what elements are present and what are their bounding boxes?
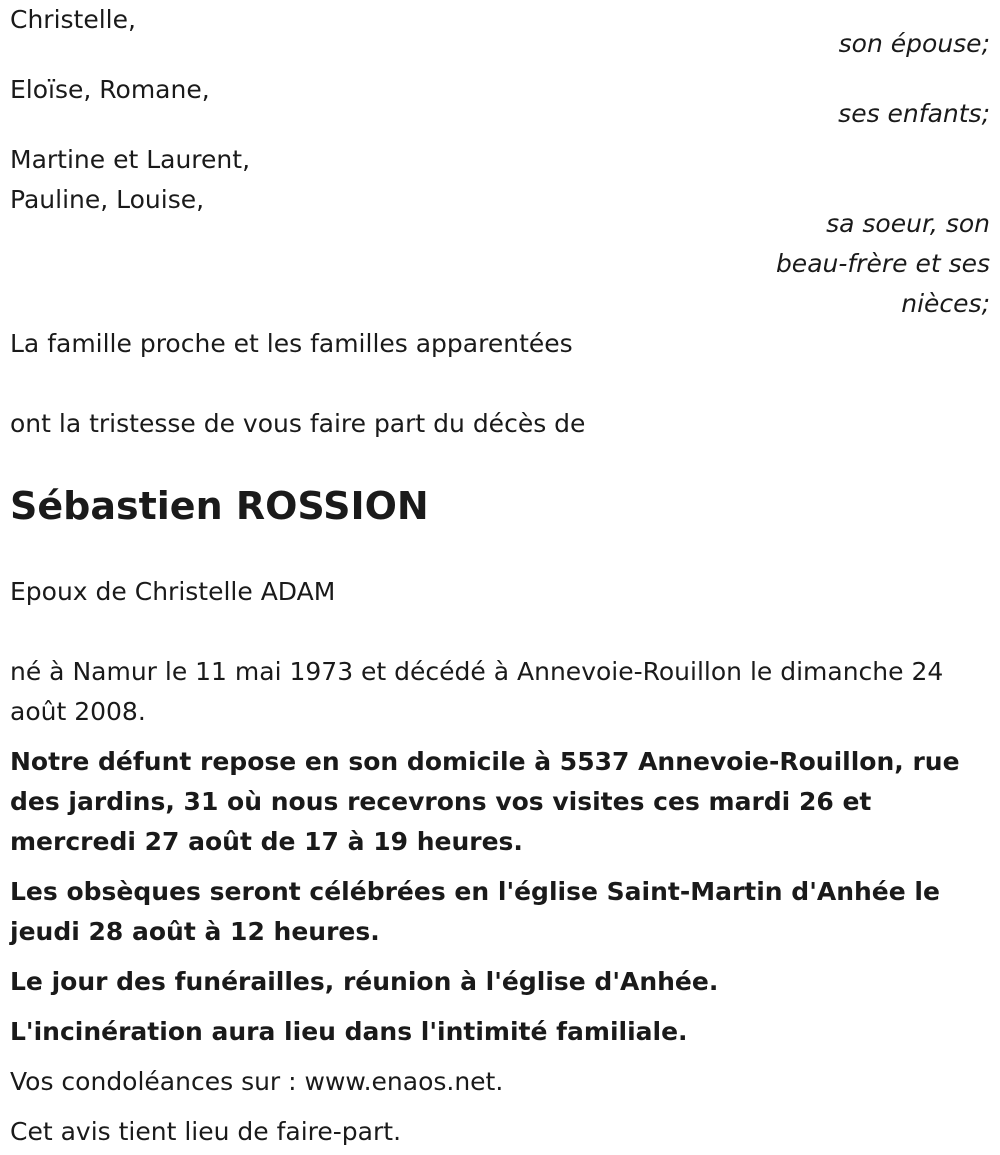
- funeral-info: Les obsèques seront célébrées en l'église Saint-Martin d'Anhée le jeudi 28 août à 12 heures.: [10, 877, 940, 946]
- notice-info: Cet avis tient lieu de faire-part.: [10, 1117, 402, 1146]
- family-relation-line: beau-frère et ses: [775, 249, 990, 278]
- spouse-line: Epoux de Christelle ADAM: [10, 577, 336, 606]
- family-names: Christelle,: [10, 5, 136, 34]
- family-relation-line: sa soeur, son: [826, 209, 990, 238]
- visit-info: Notre défunt repose en son domicile à 5537 Annevoie-Rouillon, rue des jardins, 31 où nous recevrons vos visites ces mardi 26 et mercredi 27 août de 17 à 19 heures.: [10, 747, 960, 856]
- family-relation: ses enfants;: [838, 99, 990, 128]
- family-relation-line: nièces;: [901, 289, 990, 318]
- family-line: La famille proche et les familles apparentées: [10, 329, 573, 358]
- family-relation: son épouse;: [838, 29, 990, 58]
- announcement-intro: ont la tristesse de vous faire part du décès de: [10, 409, 586, 438]
- deceased-name: Sébastien ROSSION: [10, 484, 429, 528]
- cremation-info: L'incinération aura lieu dans l'intimité familiale.: [10, 1017, 688, 1046]
- family-entry-sister: [10, 140, 990, 324]
- condolences-info: Vos condoléances sur : www.enaos.net.: [10, 1067, 504, 1096]
- family-entry-spouse: [10, 0, 990, 64]
- meeting-info: Le jour des funérailles, réunion à l'église d'Anhée.: [10, 967, 719, 996]
- family-entry-children: [10, 70, 990, 134]
- birth-death-line: né à Namur le 11 mai 1973 et décédé à Annevoie-Rouillon le dimanche 24 août 2008.: [10, 657, 944, 726]
- family-names: Martine et Laurent,: [10, 145, 251, 174]
- family-names: Eloïse, Romane,: [10, 75, 210, 104]
- family-names: Pauline, Louise,: [10, 185, 205, 214]
